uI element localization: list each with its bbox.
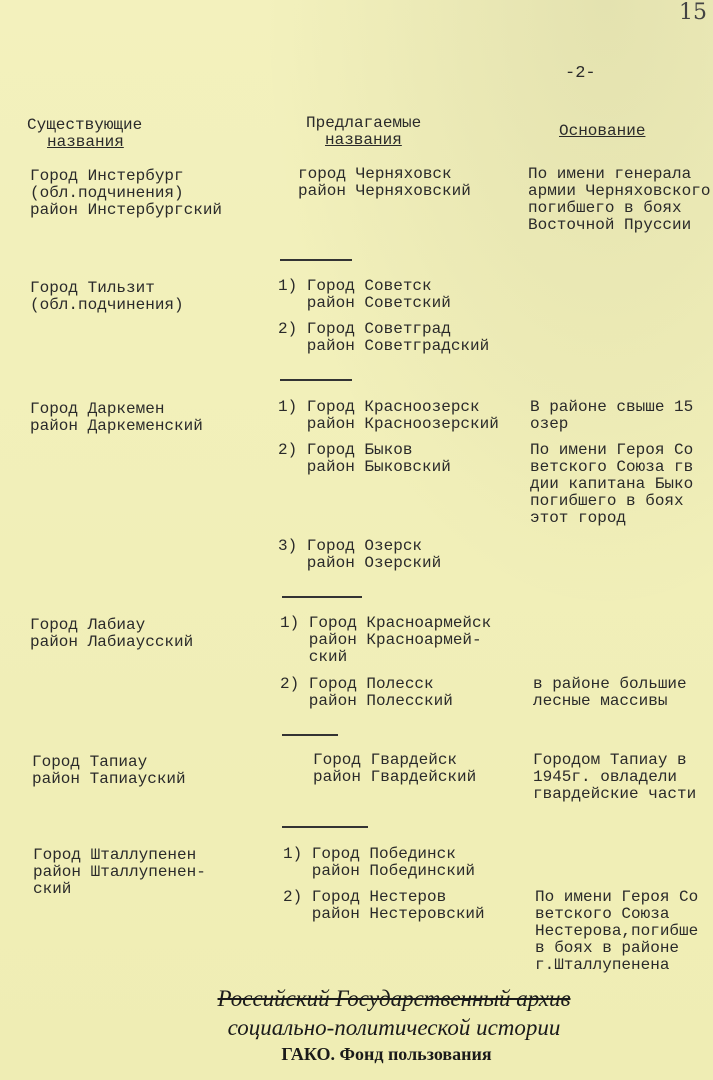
row2-proposed-2b: район Советградский (278, 337, 490, 355)
row1-proposed-2: район Черняховский (298, 182, 471, 200)
row1-basis-3: погибшего в боях (528, 199, 682, 217)
row1-existing-2: (обл.подчинения) (30, 184, 184, 202)
row5-existing-1: Город Тапиау (32, 753, 148, 771)
row5-proposed-1: Город Гвардейск (313, 751, 458, 769)
row6-basis-5: г.Шталлупенена (535, 956, 670, 974)
stamp-line2: социально-политической истории (227, 1015, 561, 1040)
row3-proposed-1b: район Красноозерский (278, 415, 499, 433)
row6-proposed-2b: район Нестеровский (283, 905, 485, 923)
page-number: -2- (565, 64, 596, 83)
row4-existing-1: Город Лабиау (30, 616, 146, 634)
row4-existing-2: район Лабиаусский (30, 633, 194, 651)
row3-basis-2e: этот город (530, 509, 627, 527)
row6-proposed-2a: 2) Город Нестеров (283, 888, 447, 906)
row4-basis-2: лесные массивы (533, 692, 668, 710)
row-divider (282, 826, 368, 828)
row5-basis-1: Городом Тапиау в (533, 751, 687, 769)
row1-existing-1: Город Инстербург (30, 167, 184, 185)
row3-basis-2b: ветского Союза гв (530, 458, 694, 476)
row3-proposed-2a: 2) Город Быков (278, 441, 413, 459)
archive-stamp (0, 985, 713, 1065)
row-divider (282, 596, 362, 598)
row2-existing-2: (обл.подчинения) (30, 296, 184, 314)
row3-existing-2: район Даркеменский (30, 417, 203, 435)
row5-basis-2: 1945г. овладели (533, 768, 678, 786)
row4-proposed-2b: район Полесский (280, 692, 453, 710)
row4-proposed-1b: район Красноармей- (280, 631, 482, 649)
row6-existing-3: ский (33, 880, 72, 898)
row3-basis-1a: В районе свыше 15 (530, 398, 694, 416)
row3-basis-2d: погибшего в боях (530, 492, 684, 510)
row6-proposed-1a: 1) Город Побединск (283, 845, 456, 863)
row1-existing-3: район Инстербургский (30, 201, 223, 219)
header-basis: Основание (559, 122, 646, 140)
row2-existing-1: Город Тильзит (30, 279, 155, 297)
row3-existing-1: Город Даркемен (30, 400, 165, 418)
row6-basis-1: По имени Героя Со (535, 888, 699, 906)
row3-proposed-3a: 3) Город Озерск (278, 537, 423, 555)
row1-basis-1: По имени генерала (528, 165, 692, 183)
row6-existing-2: район Шталлупенен- (33, 863, 206, 881)
stamp-line3: ГАКО. Фонд пользования (281, 1044, 492, 1064)
row4-proposed-1c: ский (280, 648, 348, 666)
row3-basis-2c: дии капитана Быко (530, 475, 694, 493)
header-existing-line1: Существующие (27, 116, 143, 134)
row2-proposed-1b: район Советский (278, 294, 451, 312)
row5-proposed-2: район Гвардейский (313, 768, 477, 786)
row1-basis-4: Восточной Пруссии (528, 216, 692, 234)
row3-basis-2a: По имени Героя Со (530, 441, 694, 459)
row2-proposed-2a: 2) Город Советград (278, 320, 451, 338)
row-divider (280, 259, 352, 261)
corner-mark: 15 (679, 0, 707, 25)
row-divider (282, 734, 338, 736)
row3-proposed-2b: район Быковский (278, 458, 451, 476)
row4-basis-1: в районе большие (533, 675, 687, 693)
row5-basis-3: гвардейские части (533, 785, 697, 803)
row4-proposed-2a: 2) Город Полесск (280, 675, 434, 693)
row1-basis-2: армии Черняховского (528, 182, 711, 200)
row6-basis-2: ветского Союза (535, 905, 670, 923)
row6-existing-1: Город Шталлупенен (33, 846, 197, 864)
row3-proposed-1a: 1) Город Красноозерск (278, 398, 480, 416)
row4-proposed-1a: 1) Город Красноармейск (280, 614, 492, 632)
row3-proposed-3b: район Озерский (278, 554, 442, 572)
row5-existing-2: район Тапиауский (32, 770, 186, 788)
header-proposed-line2: названия (325, 131, 402, 149)
header-proposed-line1: Предлагаемые (306, 114, 422, 132)
stamp-line1: Российский Государственный архив (217, 986, 571, 1011)
row6-proposed-1b: район Побединский (283, 862, 476, 880)
row1-proposed-1: город Черняховск (298, 165, 452, 183)
row6-basis-4: в боях в районе (535, 939, 680, 957)
row2-proposed-1a: 1) Город Советск (278, 277, 432, 295)
row3-basis-1b: озер (530, 415, 569, 433)
header-existing-line2: названия (47, 133, 124, 151)
row6-basis-3: Нестерова,погибше (535, 922, 699, 940)
row-divider (280, 379, 352, 381)
